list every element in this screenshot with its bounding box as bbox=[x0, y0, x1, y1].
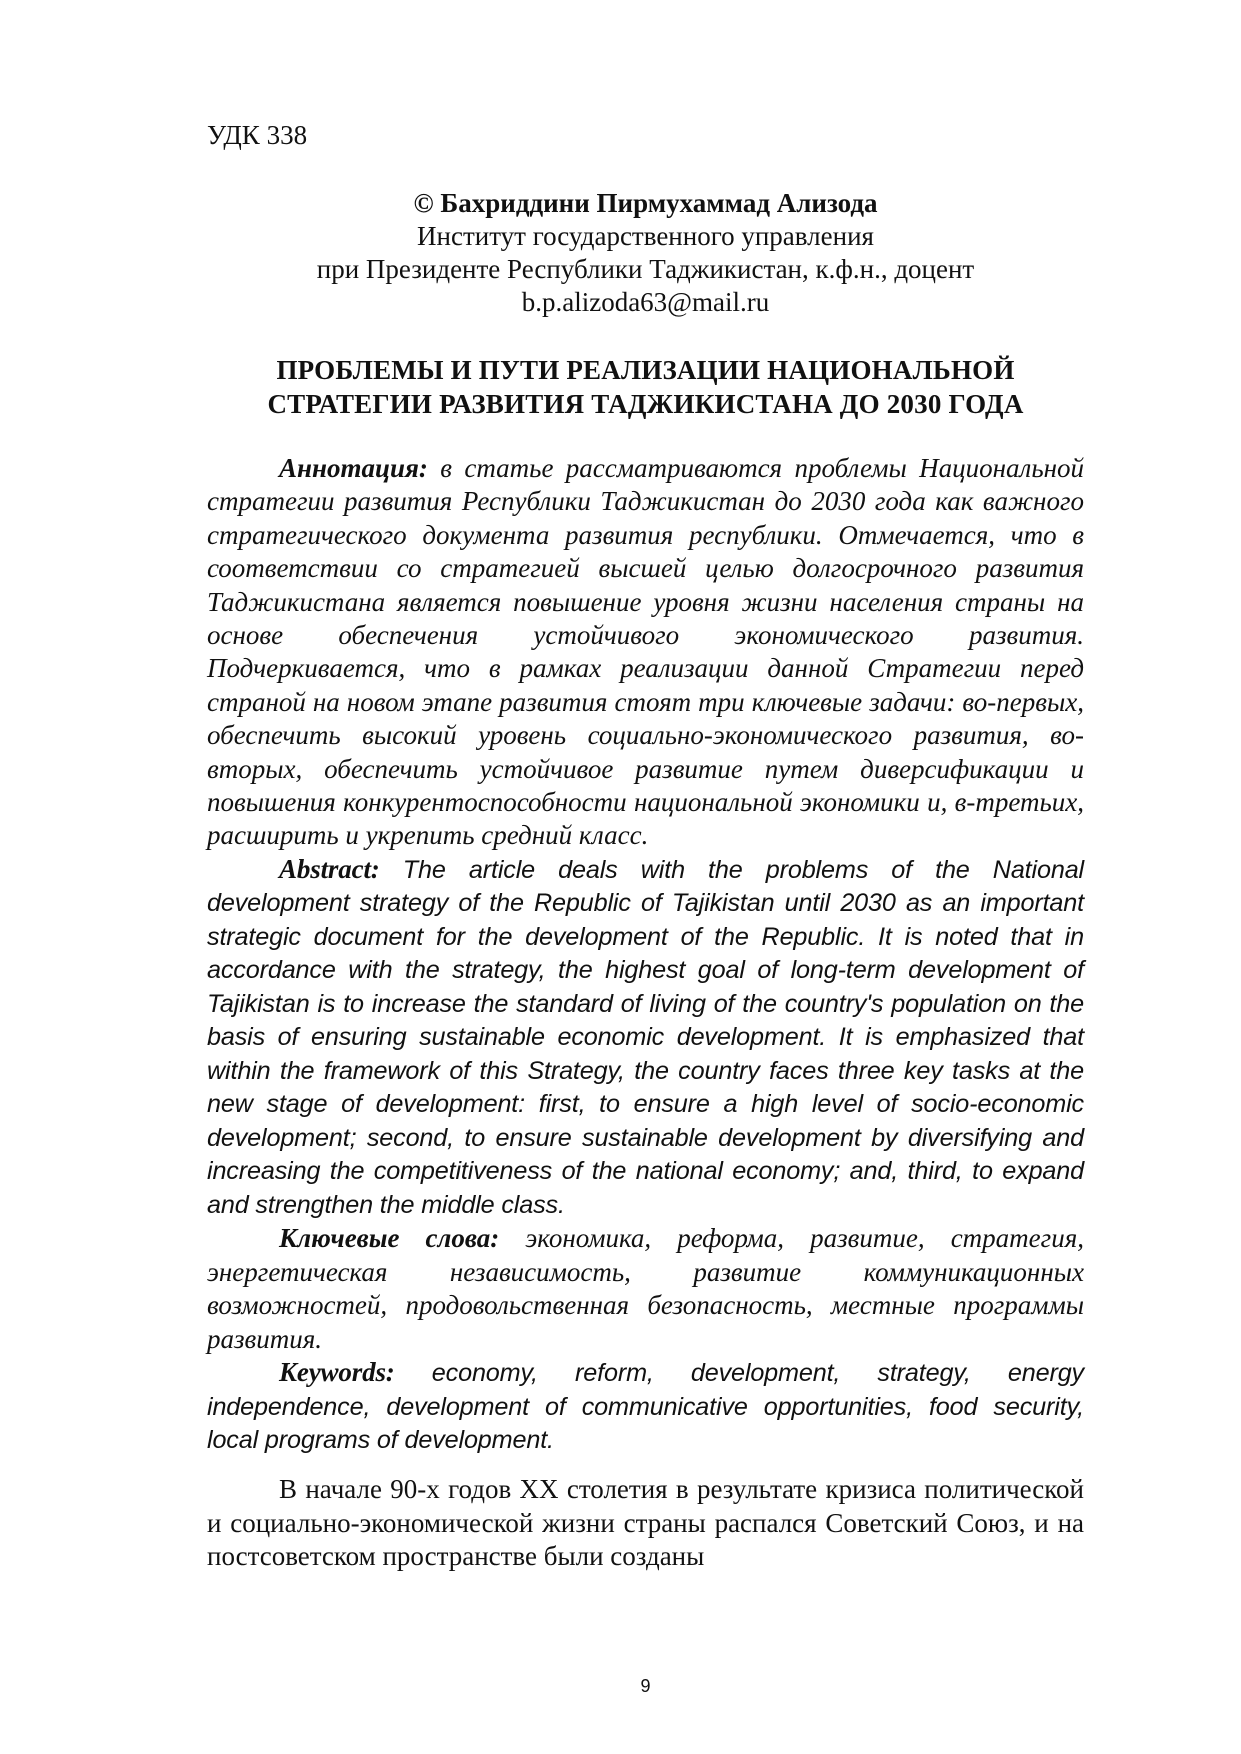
paper-page bbox=[207, 0, 1084, 1754]
udk-code: УДК 338 bbox=[207, 120, 308, 150]
abstract-en-text: The article deals with the problems of the National development strategy of the Republic of Tajikistan until 2030 as an important strategic document for the development of the Republic. It is noted that in accordance with the strategy, the highest goal of long-term development of Tajikistan is to increase the standard of living of the country's population on the basis of ensuring sustainable economic development. It is emphasized that within the framework of this Strategy, the country faces three key tasks at the new stage of development: first, to ensure a high level of socio-economic development; second, to ensure sustainable development by diversifying and increasing the competitiveness of the national economy; and, third, to expand and strengthen the middle class. bbox=[207, 855, 1084, 1219]
keywords-en-text: economy, reform, development, strategy, energy independence, development of communicative opportunities, food security, local programs of development. bbox=[207, 1359, 1084, 1454]
annotation-ru bbox=[207, 452, 1084, 853]
author-institution-line2: при Президенте Республики Таджикистан, к.ф.н., доцент bbox=[316, 254, 975, 284]
keywords-en bbox=[207, 1356, 1084, 1458]
page-number: 9 bbox=[640, 1676, 651, 1696]
keywords-ru-label: Ключевые слова: bbox=[279, 1223, 500, 1254]
keywords-ru-text: экономика, реформа, развитие, стратегия, энергетическая независимость, развитие коммуникационных возможностей, продовольственная безопасность, местные программы развития. bbox=[207, 1223, 1084, 1354]
annotation-ru-text: в статье рассматриваются проблемы Национальной стратегии развития Республики Таджикистан до 2030 года как важного стратегического документа развития республики. Отмечается, что в соответствии со стратегией высшей целью долгосрочного развития Таджикистана является повышение уровня жизни населения страны на основе обеспечения устойчивого экономического развития. Подчеркивается, что в рамках реализации данной Стратегии перед страной на новом этапе развития стоят три ключевые задачи: во-первых, обеспечить высокий уровень социально-экономического развития, во-вторых, обеспечить устойчивое развитие путем диверсификации и повышения конкурентоспособности национальной экономики и, в-третьих, расширить и укрепить средний класс. bbox=[207, 453, 1084, 851]
abstract-section bbox=[207, 452, 1084, 1458]
author-email: b.p.alizoda63@mail.ru bbox=[521, 287, 770, 317]
author-institution-line1: Институт государственного управления bbox=[417, 221, 874, 251]
body-paragraph: В начале 90-х годов XX столетия в результате кризиса политической и социально-экономической жизни страны распался Советский Союз, и на постсоветском пространстве были созданы bbox=[207, 1474, 1084, 1571]
author-name: © Бахриддини Пирмухаммад Ализода bbox=[413, 188, 878, 218]
abstract-en-label: Abstract: bbox=[279, 853, 380, 884]
keywords-en-label: Keywords: bbox=[279, 1357, 395, 1387]
paper-title-line1: ПРОБЛЕМЫ И ПУТИ РЕАЛИЗАЦИИ НАЦИОНАЛЬНОЙ bbox=[276, 355, 1015, 385]
abstract-en bbox=[207, 853, 1084, 1223]
paper-title-line2: СТРАТЕГИИ РАЗВИТИЯ ТАДЖИКИСТАНА ДО 2030 ГОДА bbox=[267, 389, 1024, 419]
body-text bbox=[207, 1473, 1084, 1574]
author-block bbox=[207, 187, 1084, 319]
paper-title bbox=[207, 353, 1084, 421]
annotation-ru-label: Аннотация: bbox=[279, 453, 428, 483]
keywords-ru bbox=[207, 1222, 1084, 1356]
